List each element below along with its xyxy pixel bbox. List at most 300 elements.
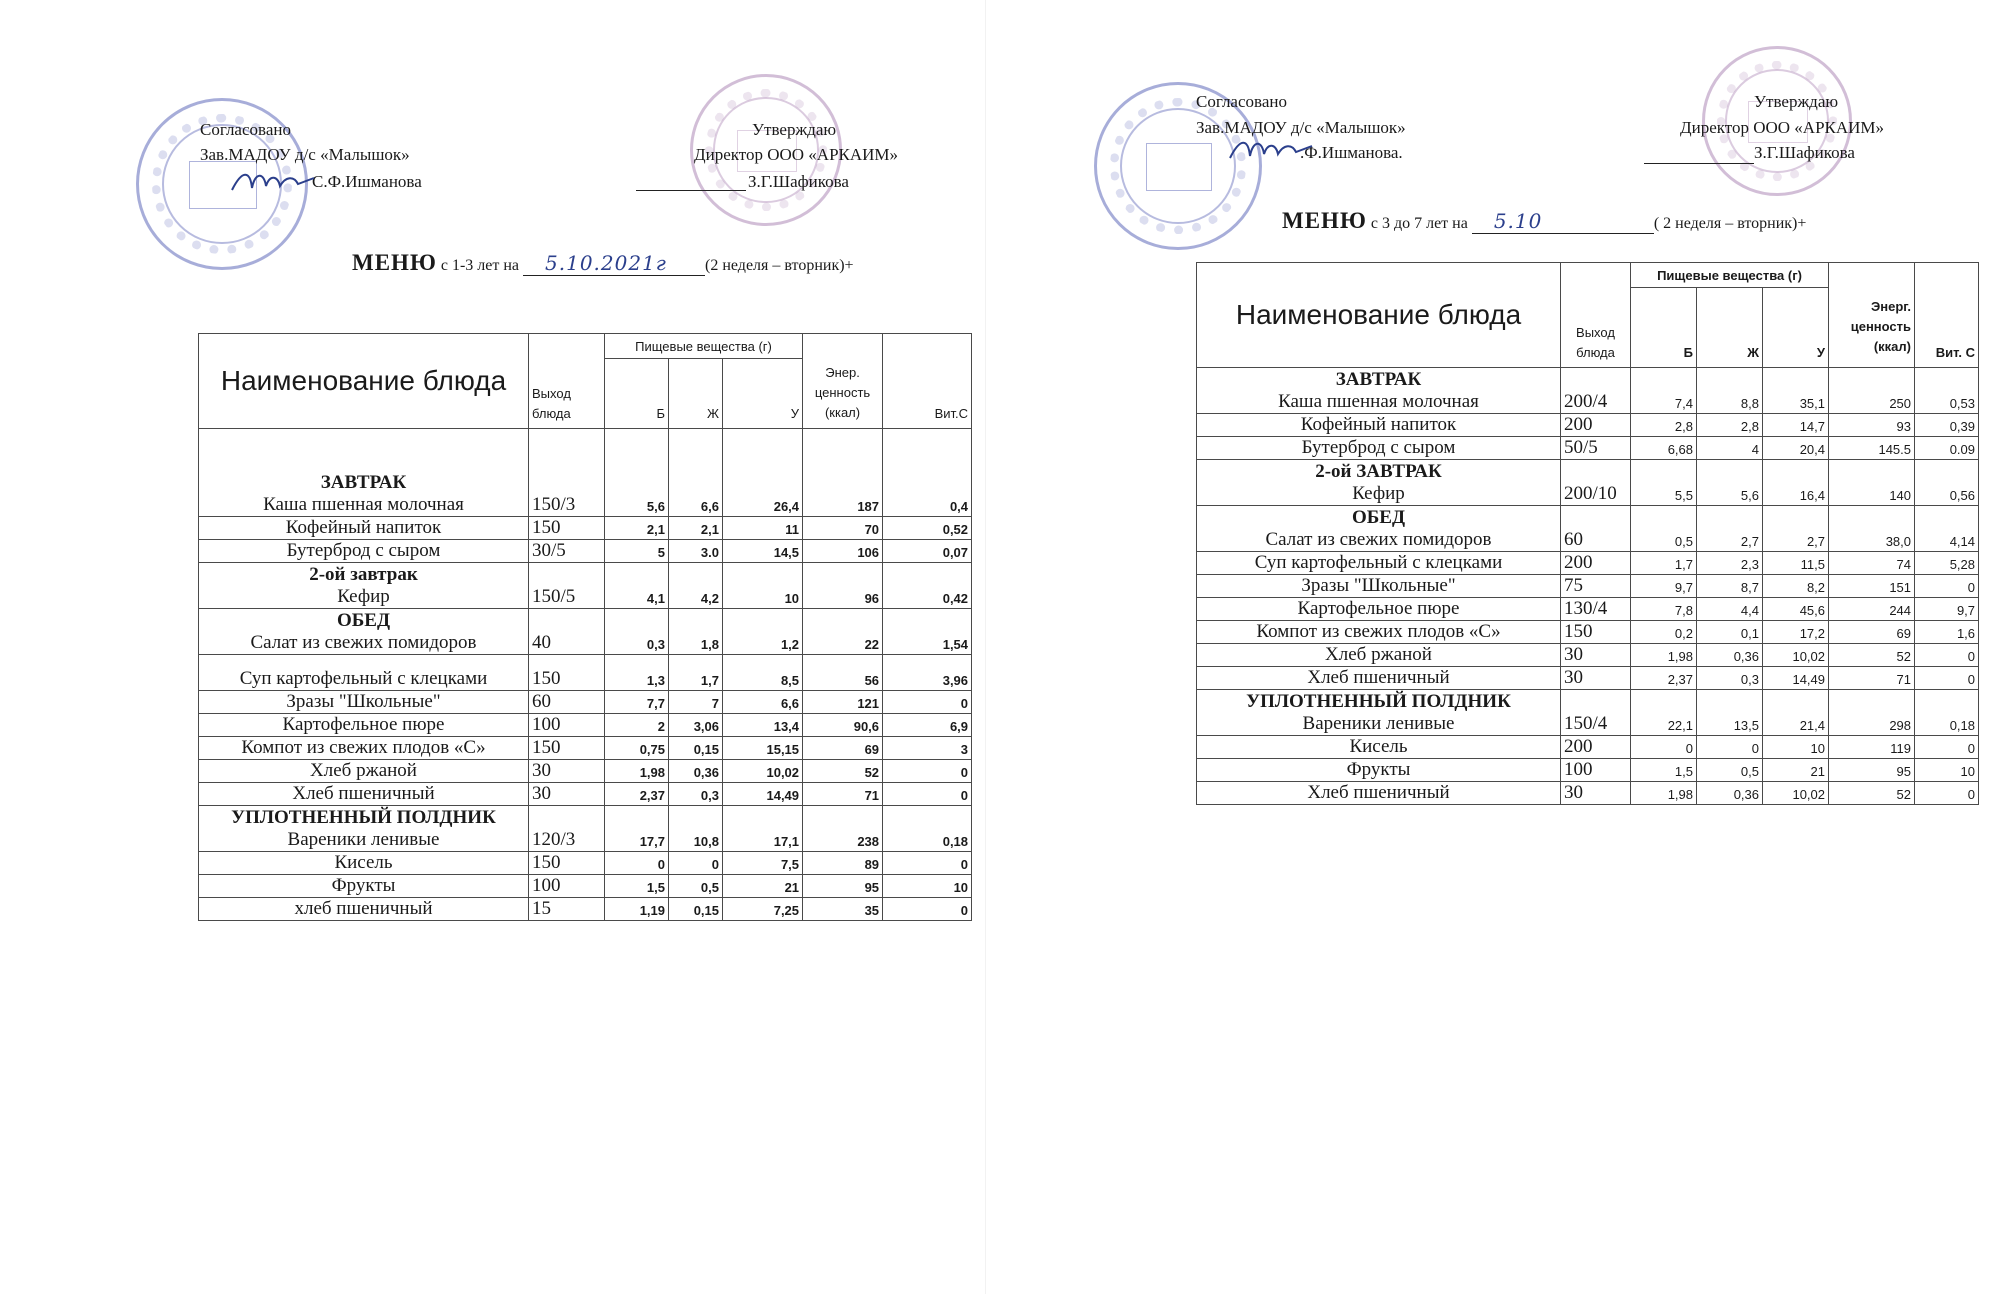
meal-section-title: 2-ой завтрак <box>309 564 418 585</box>
signature-line <box>636 190 746 191</box>
fat-value: 0,3 <box>669 783 723 806</box>
menu-table-3-7 <box>1196 262 1979 805</box>
energy-value: 238 <box>803 806 883 852</box>
table-row <box>1197 736 1979 759</box>
dish-name: Суп картофельный с клецками <box>1254 552 1503 573</box>
dish-output: 150/5 <box>529 563 605 609</box>
carbs-value: 14,7 <box>1763 414 1829 437</box>
dish-name: Бутерброд с сыром <box>286 540 441 561</box>
protein-value: 6,68 <box>1631 437 1697 460</box>
energy-value: 151 <box>1829 575 1915 598</box>
carbs-value: 13,4 <box>723 714 803 737</box>
energy-value: 119 <box>1829 736 1915 759</box>
fat-value: 0,15 <box>669 737 723 760</box>
vitamin-c-value: 0,53 <box>1915 368 1979 414</box>
header-nutrients: Пищевые вещества (г) <box>605 334 803 359</box>
header-fat: Ж <box>1697 288 1763 368</box>
dish-name: Хлеб пшеничный <box>1307 667 1450 688</box>
approval-right-line2: Директор ООО «АРКАИМ» <box>1680 118 1885 137</box>
approval-right-line1: Утверждаю <box>1754 92 1839 111</box>
fat-value: 3,06 <box>669 714 723 737</box>
vitamin-c-value: 0 <box>1915 667 1979 690</box>
protein-value: 7,4 <box>1631 368 1697 414</box>
carbs-value: 6,6 <box>723 691 803 714</box>
table-row <box>1197 414 1979 437</box>
dish-name: Каша пшенная молочная <box>263 494 464 515</box>
vitamin-c-value: 0,56 <box>1915 460 1979 506</box>
vitamin-c-value: 0,18 <box>883 806 972 852</box>
dish-output: 120/3 <box>529 806 605 852</box>
dish-output: 40 <box>529 609 605 655</box>
approval-right-line3: З.Г.Шафикова <box>748 172 849 191</box>
energy-value: 69 <box>803 737 883 760</box>
meal-section-title: ОБЕД <box>336 610 391 631</box>
dish-name: Кефир <box>337 586 390 607</box>
energy-value: 145.5 <box>1829 437 1915 460</box>
carbs-value: 21 <box>723 875 803 898</box>
table-row <box>199 898 972 921</box>
table-row <box>1197 690 1979 736</box>
dish-name: Вареники ленивые <box>287 829 440 850</box>
table-row <box>199 429 972 517</box>
vitamin-c-value: 9,7 <box>1915 598 1979 621</box>
fat-value: 0,15 <box>669 898 723 921</box>
dish-output: 50/5 <box>1561 437 1631 460</box>
meal-section-title: ОБЕД <box>1351 507 1406 528</box>
dish-output: 150 <box>1561 621 1631 644</box>
dish-cell <box>199 898 529 921</box>
fat-value: 4,2 <box>669 563 723 609</box>
fat-value: 0,3 <box>1697 667 1763 690</box>
menu-title <box>1282 208 1806 234</box>
dish-name: Каша пшенная молочная <box>1278 391 1479 412</box>
protein-value: 0 <box>605 852 669 875</box>
energy-value: 95 <box>803 875 883 898</box>
table-row <box>1197 368 1979 414</box>
dish-name: Хлеб ржаной <box>1325 644 1432 665</box>
dish-output: 100 <box>529 714 605 737</box>
fat-value: 13,5 <box>1697 690 1763 736</box>
fat-value: 0 <box>669 852 723 875</box>
dish-cell <box>1197 644 1561 667</box>
carbs-value: 10 <box>723 563 803 609</box>
energy-value: 70 <box>803 517 883 540</box>
dish-name: Салат из свежих помидоров <box>250 632 477 653</box>
carbs-value: 14,5 <box>723 540 803 563</box>
dish-cell <box>1197 506 1561 552</box>
dish-name: Бутерброд с сыром <box>1301 437 1456 458</box>
dish-cell <box>1197 598 1561 621</box>
dish-output: 150/4 <box>1561 690 1631 736</box>
carbs-value: 14,49 <box>723 783 803 806</box>
protein-value: 5,6 <box>605 429 669 517</box>
carbs-value: 20,4 <box>1763 437 1829 460</box>
table-row <box>199 691 972 714</box>
dish-output: 200/10 <box>1561 460 1631 506</box>
vitamin-c-value: 0.09 <box>1915 437 1979 460</box>
protein-value: 5,5 <box>1631 460 1697 506</box>
energy-value: 298 <box>1829 690 1915 736</box>
menu-table-1-3 <box>198 333 972 921</box>
dish-cell <box>199 655 529 691</box>
dish-output: 30 <box>529 783 605 806</box>
carbs-value: 21 <box>1763 759 1829 782</box>
carbs-value: 45,6 <box>1763 598 1829 621</box>
table-row <box>1197 437 1979 460</box>
carbs-value: 11 <box>723 517 803 540</box>
fat-value: 0,5 <box>669 875 723 898</box>
fat-value: 0 <box>1697 736 1763 759</box>
fat-value: 0,36 <box>669 760 723 783</box>
energy-value: 52 <box>1829 644 1915 667</box>
menu-week: ( 2 неделя – вторник)+ <box>1653 215 1807 232</box>
energy-value: 35 <box>803 898 883 921</box>
vitamin-c-value: 0 <box>883 783 972 806</box>
vitamin-c-value: 0 <box>883 760 972 783</box>
approval-right-line3: З.Г.Шафикова <box>1754 143 1855 162</box>
protein-value: 0,3 <box>605 609 669 655</box>
fat-value: 6,6 <box>669 429 723 517</box>
menu-age: с 3 до 7 лет на <box>1370 215 1468 232</box>
dish-output: 200/4 <box>1561 368 1631 414</box>
vitamin-c-value: 1,54 <box>883 609 972 655</box>
dish-output: 100 <box>529 875 605 898</box>
fat-value: 5,6 <box>1697 460 1763 506</box>
fat-value: 2,7 <box>1697 506 1763 552</box>
dish-output: 150 <box>529 517 605 540</box>
vitamin-c-value: 6,9 <box>883 714 972 737</box>
dish-cell <box>1197 759 1561 782</box>
dish-cell <box>1197 736 1561 759</box>
table-row <box>1197 598 1979 621</box>
fat-value: 4 <box>1697 437 1763 460</box>
vitamin-c-value: 3 <box>883 737 972 760</box>
table-row <box>1197 782 1979 805</box>
protein-value: 0,75 <box>605 737 669 760</box>
table-row <box>1197 575 1979 598</box>
dish-cell <box>1197 368 1561 414</box>
dish-output: 100 <box>1561 759 1631 782</box>
dish-name: Компот из свежих плодов «С» <box>241 737 486 758</box>
vitamin-c-value: 0 <box>883 852 972 875</box>
table-body <box>1197 368 1979 805</box>
energy-value: 121 <box>803 691 883 714</box>
fat-value: 7 <box>669 691 723 714</box>
energy-value: 71 <box>803 783 883 806</box>
vitamin-c-value: 0,4 <box>883 429 972 517</box>
dish-cell <box>1197 437 1561 460</box>
dish-name: Салат из свежих помидоров <box>1265 529 1492 550</box>
protein-value: 22,1 <box>1631 690 1697 736</box>
approval-left-line1: Согласовано <box>200 120 291 139</box>
table-row <box>199 517 972 540</box>
protein-value: 1,19 <box>605 898 669 921</box>
energy-value: 89 <box>803 852 883 875</box>
signature-line <box>1644 163 1754 164</box>
dish-cell <box>199 429 529 517</box>
table-row <box>1197 460 1979 506</box>
fat-value: 2,8 <box>1697 414 1763 437</box>
carbs-value: 15,15 <box>723 737 803 760</box>
meal-section-title: 2-ой ЗАВТРАК <box>1315 461 1442 482</box>
signature-ishmanova <box>228 164 318 200</box>
vitamin-c-value: 3,96 <box>883 655 972 691</box>
dish-cell <box>1197 414 1561 437</box>
dish-output: 30 <box>1561 782 1631 805</box>
dish-name: Кофейный напиток <box>285 517 442 538</box>
fat-value: 0,5 <box>1697 759 1763 782</box>
carbs-value: 8,2 <box>1763 575 1829 598</box>
meal-section-title: ЗАВТРАК <box>1335 369 1422 390</box>
meal-section-title: УПЛОТНЕННЫЙ ПОЛДНИК <box>231 807 496 828</box>
dish-cell <box>199 517 529 540</box>
energy-value: 52 <box>803 760 883 783</box>
table-body <box>199 429 972 921</box>
energy-value: 140 <box>1829 460 1915 506</box>
dish-name: Хлеб ржаной <box>310 760 417 781</box>
dish-name: Хлеб пшеничный <box>292 783 435 804</box>
table-row <box>1197 506 1979 552</box>
vitamin-c-value: 0,52 <box>883 517 972 540</box>
vitamin-c-value: 0,18 <box>1915 690 1979 736</box>
energy-value: 90,6 <box>803 714 883 737</box>
dish-cell <box>1197 460 1561 506</box>
vitamin-c-value: 0 <box>1915 782 1979 805</box>
carbs-value: 26,4 <box>723 429 803 517</box>
table-row <box>1197 667 1979 690</box>
carbs-value: 7,5 <box>723 852 803 875</box>
approval-left-line2: Зав.МАДОУ д/с «Малышок» <box>1196 118 1406 137</box>
dish-name: Фрукты <box>331 875 396 896</box>
protein-value: 4,1 <box>605 563 669 609</box>
table-row <box>199 806 972 852</box>
carbs-value: 10 <box>1763 736 1829 759</box>
protein-value: 1,98 <box>605 760 669 783</box>
dish-cell <box>1197 667 1561 690</box>
vitamin-c-value: 1,6 <box>1915 621 1979 644</box>
header-protein: Б <box>605 359 669 429</box>
carbs-value: 7,25 <box>723 898 803 921</box>
dish-cell <box>199 875 529 898</box>
vitamin-c-value: 0 <box>883 898 972 921</box>
fat-value: 2,1 <box>669 517 723 540</box>
dish-cell <box>199 691 529 714</box>
protein-value: 0 <box>1631 736 1697 759</box>
table-row <box>1197 644 1979 667</box>
dish-output: 200 <box>1561 414 1631 437</box>
fat-value: 0,36 <box>1697 782 1763 805</box>
header-vitamin-c: Вит. С <box>1915 263 1979 368</box>
meal-section-title: ЗАВТРАК <box>320 472 407 493</box>
protein-value: 0,2 <box>1631 621 1697 644</box>
dish-name: Кисель <box>334 852 393 873</box>
menu-sheet-3-7 <box>1000 0 2000 1294</box>
dish-cell <box>1197 690 1561 736</box>
fat-value: 1,8 <box>669 609 723 655</box>
dish-output: 60 <box>529 691 605 714</box>
fat-value: 2,3 <box>1697 552 1763 575</box>
fat-value: 8,7 <box>1697 575 1763 598</box>
carbs-value: 10,02 <box>1763 644 1829 667</box>
dish-cell <box>1197 621 1561 644</box>
energy-value: 250 <box>1829 368 1915 414</box>
carbs-value: 35,1 <box>1763 368 1829 414</box>
protein-value: 2,8 <box>1631 414 1697 437</box>
vitamin-c-value: 0 <box>883 691 972 714</box>
vitamin-c-value: 0 <box>1915 575 1979 598</box>
carbs-value: 17,1 <box>723 806 803 852</box>
vitamin-c-value: 0,39 <box>1915 414 1979 437</box>
dish-name: Вареники ленивые <box>1302 713 1455 734</box>
dish-cell <box>199 737 529 760</box>
energy-value: 56 <box>803 655 883 691</box>
protein-value: 1,98 <box>1631 782 1697 805</box>
energy-value: 38,0 <box>1829 506 1915 552</box>
carbs-value: 2,7 <box>1763 506 1829 552</box>
energy-value: 96 <box>803 563 883 609</box>
table-row <box>199 760 972 783</box>
dish-name: Компот из свежих плодов «С» <box>1256 621 1501 642</box>
energy-value: 244 <box>1829 598 1915 621</box>
protein-value: 17,7 <box>605 806 669 852</box>
table-row <box>199 540 972 563</box>
dish-cell <box>199 609 529 655</box>
dish-output: 200 <box>1561 736 1631 759</box>
header-dish-name: Наименование блюда <box>1197 263 1561 368</box>
header-vitamin-c: Вит.С <box>883 334 972 429</box>
header-energy: Энер. ценность (ккал) <box>803 334 883 429</box>
table-row <box>199 875 972 898</box>
table-row <box>199 609 972 655</box>
approval-left-line3: .Ф.Ишманова. <box>1300 143 1403 162</box>
energy-value: 106 <box>803 540 883 563</box>
carbs-value: 8,5 <box>723 655 803 691</box>
menu-week: (2 неделя – вторник)+ <box>705 257 854 274</box>
protein-value: 2 <box>605 714 669 737</box>
dish-output: 150 <box>529 655 605 691</box>
table-row <box>199 655 972 691</box>
signature-ishmanova <box>1226 132 1316 168</box>
carbs-value: 21,4 <box>1763 690 1829 736</box>
dish-cell <box>199 540 529 563</box>
header-protein: Б <box>1631 288 1697 368</box>
approval-right-line2: Директор ООО «АРКАИМ» <box>694 145 899 164</box>
dish-cell <box>1197 782 1561 805</box>
dish-output: 130/4 <box>1561 598 1631 621</box>
protein-value: 1,5 <box>1631 759 1697 782</box>
vitamin-c-value: 10 <box>1915 759 1979 782</box>
dish-cell <box>199 760 529 783</box>
header-carbs: У <box>723 359 803 429</box>
carbs-value: 10,02 <box>723 760 803 783</box>
energy-value: 71 <box>1829 667 1915 690</box>
energy-value: 69 <box>1829 621 1915 644</box>
carbs-value: 14,49 <box>1763 667 1829 690</box>
carbs-value: 11,5 <box>1763 552 1829 575</box>
carbs-value: 16,4 <box>1763 460 1829 506</box>
header-output: Выход блюда <box>529 334 605 429</box>
vitamin-c-value: 0 <box>1915 736 1979 759</box>
table-row <box>199 714 972 737</box>
fat-value: 0,1 <box>1697 621 1763 644</box>
menu-title <box>352 250 854 276</box>
dish-cell <box>199 714 529 737</box>
menu-word: МЕНЮ <box>1282 208 1367 233</box>
carbs-value: 17,2 <box>1763 621 1829 644</box>
dish-name: Кофейный напиток <box>1300 414 1457 435</box>
dish-output: 30/5 <box>529 540 605 563</box>
approval-left-line1: Согласовано <box>1196 92 1287 111</box>
energy-value: 93 <box>1829 414 1915 437</box>
protein-value: 1,7 <box>1631 552 1697 575</box>
dish-name: Хлеб пшеничный <box>1307 782 1450 803</box>
dish-output: 200 <box>1561 552 1631 575</box>
dish-cell <box>199 806 529 852</box>
dish-cell <box>1197 552 1561 575</box>
dish-output: 150 <box>529 737 605 760</box>
dish-output: 15 <box>529 898 605 921</box>
fat-value: 0,36 <box>1697 644 1763 667</box>
dish-name: Зразы "Школьные" <box>1301 575 1456 596</box>
dish-output: 75 <box>1561 575 1631 598</box>
table-row <box>1197 759 1979 782</box>
table-row <box>1197 621 1979 644</box>
table-row <box>199 852 972 875</box>
vitamin-c-value: 0,42 <box>883 563 972 609</box>
menu-date-handwritten: 5.10.2021г <box>545 251 667 275</box>
fat-value: 3.0 <box>669 540 723 563</box>
dish-name: Картофельное пюре <box>282 714 445 735</box>
fat-value: 10,8 <box>669 806 723 852</box>
dish-cell <box>199 783 529 806</box>
carbs-value: 1,2 <box>723 609 803 655</box>
table-row <box>199 783 972 806</box>
dish-output: 30 <box>1561 644 1631 667</box>
energy-value: 74 <box>1829 552 1915 575</box>
header-carbs: У <box>1763 288 1829 368</box>
protein-value: 2,1 <box>605 517 669 540</box>
dish-name: хлеб пшеничный <box>294 898 433 919</box>
header-nutrients: Пищевые вещества (г) <box>1631 263 1829 288</box>
dish-name: Суп картофельный с клецками <box>239 668 488 689</box>
approval-right-line1: Утверждаю <box>752 120 837 139</box>
menu-word: МЕНЮ <box>352 250 437 275</box>
protein-value: 5 <box>605 540 669 563</box>
dish-cell <box>199 563 529 609</box>
table-row <box>199 563 972 609</box>
table-row <box>199 737 972 760</box>
vitamin-c-value: 0 <box>1915 644 1979 667</box>
energy-value: 22 <box>803 609 883 655</box>
dish-output: 30 <box>529 760 605 783</box>
header-output: Выход блюда <box>1561 263 1631 368</box>
dish-output: 60 <box>1561 506 1631 552</box>
protein-value: 9,7 <box>1631 575 1697 598</box>
dish-output: 150 <box>529 852 605 875</box>
dish-output: 30 <box>1561 667 1631 690</box>
vitamin-c-value: 5,28 <box>1915 552 1979 575</box>
menu-age: с 1-3 лет на <box>440 257 520 274</box>
menu-sheet-1-3 <box>0 0 990 1294</box>
protein-value: 1,3 <box>605 655 669 691</box>
approval-left-line2: Зав.МАДОУ д/с «Малышок» <box>200 145 410 164</box>
fat-value: 4,4 <box>1697 598 1763 621</box>
header-energy: Энерг. ценность (ккал) <box>1829 263 1915 368</box>
header-dish-name: Наименование блюда <box>199 334 529 429</box>
energy-value: 95 <box>1829 759 1915 782</box>
dish-name: Фрукты <box>1346 759 1411 780</box>
energy-value: 187 <box>803 429 883 517</box>
